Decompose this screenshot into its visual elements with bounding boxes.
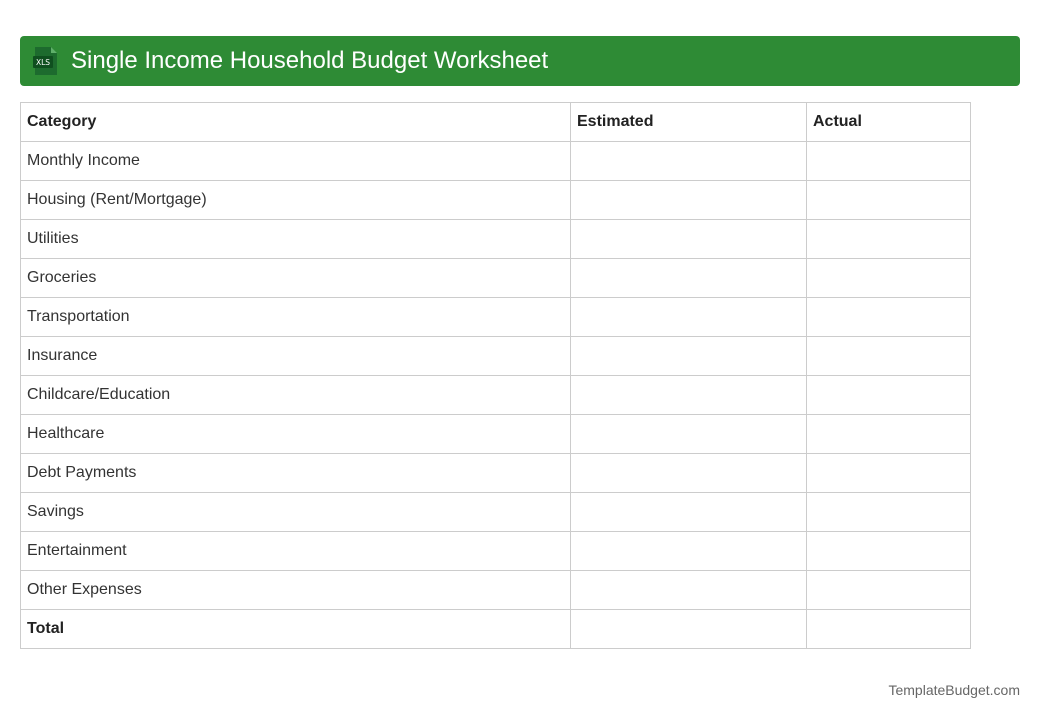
estimated-cell[interactable] (571, 181, 807, 220)
category-cell: Monthly Income (21, 142, 571, 181)
actual-cell[interactable] (807, 220, 971, 259)
estimated-cell[interactable] (571, 532, 807, 571)
estimated-cell[interactable] (571, 259, 807, 298)
estimated-cell[interactable] (571, 454, 807, 493)
category-cell: Insurance (21, 337, 571, 376)
category-cell: Healthcare (21, 415, 571, 454)
table-row (21, 532, 971, 571)
title-banner (20, 36, 1020, 86)
column-header-estimated: Estimated (571, 103, 807, 142)
table-row (21, 610, 971, 649)
category-cell: Utilities (21, 220, 571, 259)
column-header-actual: Actual (807, 103, 971, 142)
column-header-category: Category (21, 103, 571, 142)
table-row (21, 259, 971, 298)
actual-cell[interactable] (807, 181, 971, 220)
category-cell: Childcare/Education (21, 376, 571, 415)
estimated-cell[interactable] (571, 493, 807, 532)
table-row (21, 454, 971, 493)
estimated-cell[interactable] (571, 415, 807, 454)
actual-cell[interactable] (807, 571, 971, 610)
actual-cell[interactable] (807, 142, 971, 181)
table-row (21, 493, 971, 532)
category-cell: Total (21, 610, 571, 649)
category-cell: Debt Payments (21, 454, 571, 493)
category-cell: Entertainment (21, 532, 571, 571)
actual-cell[interactable] (807, 493, 971, 532)
actual-cell[interactable] (807, 259, 971, 298)
table-row (21, 571, 971, 610)
actual-cell[interactable] (807, 532, 971, 571)
xls-icon-label: XLS (35, 58, 51, 67)
estimated-cell[interactable] (571, 337, 807, 376)
xls-file-icon (32, 46, 60, 76)
table-row (21, 415, 971, 454)
actual-cell[interactable] (807, 610, 971, 649)
footer-credit: TemplateBudget.com (888, 682, 1020, 698)
estimated-cell[interactable] (571, 220, 807, 259)
table-row (21, 298, 971, 337)
table-row (21, 220, 971, 259)
category-cell: Savings (21, 493, 571, 532)
estimated-cell[interactable] (571, 298, 807, 337)
actual-cell[interactable] (807, 376, 971, 415)
estimated-cell[interactable] (571, 571, 807, 610)
table-row (21, 181, 971, 220)
category-cell: Transportation (21, 298, 571, 337)
estimated-cell[interactable] (571, 376, 807, 415)
table-header-row (21, 103, 971, 142)
category-cell: Other Expenses (21, 571, 571, 610)
category-cell: Housing (Rent/Mortgage) (21, 181, 571, 220)
estimated-cell[interactable] (571, 142, 807, 181)
table-row (21, 142, 971, 181)
table-body (21, 142, 971, 649)
actual-cell[interactable] (807, 298, 971, 337)
actual-cell[interactable] (807, 415, 971, 454)
table-row (21, 337, 971, 376)
table-row (21, 376, 971, 415)
actual-cell[interactable] (807, 454, 971, 493)
actual-cell[interactable] (807, 337, 971, 376)
estimated-cell[interactable] (571, 610, 807, 649)
category-cell: Groceries (21, 259, 571, 298)
budget-table (20, 102, 971, 649)
page-title: Single Income Household Budget Worksheet (71, 47, 549, 74)
